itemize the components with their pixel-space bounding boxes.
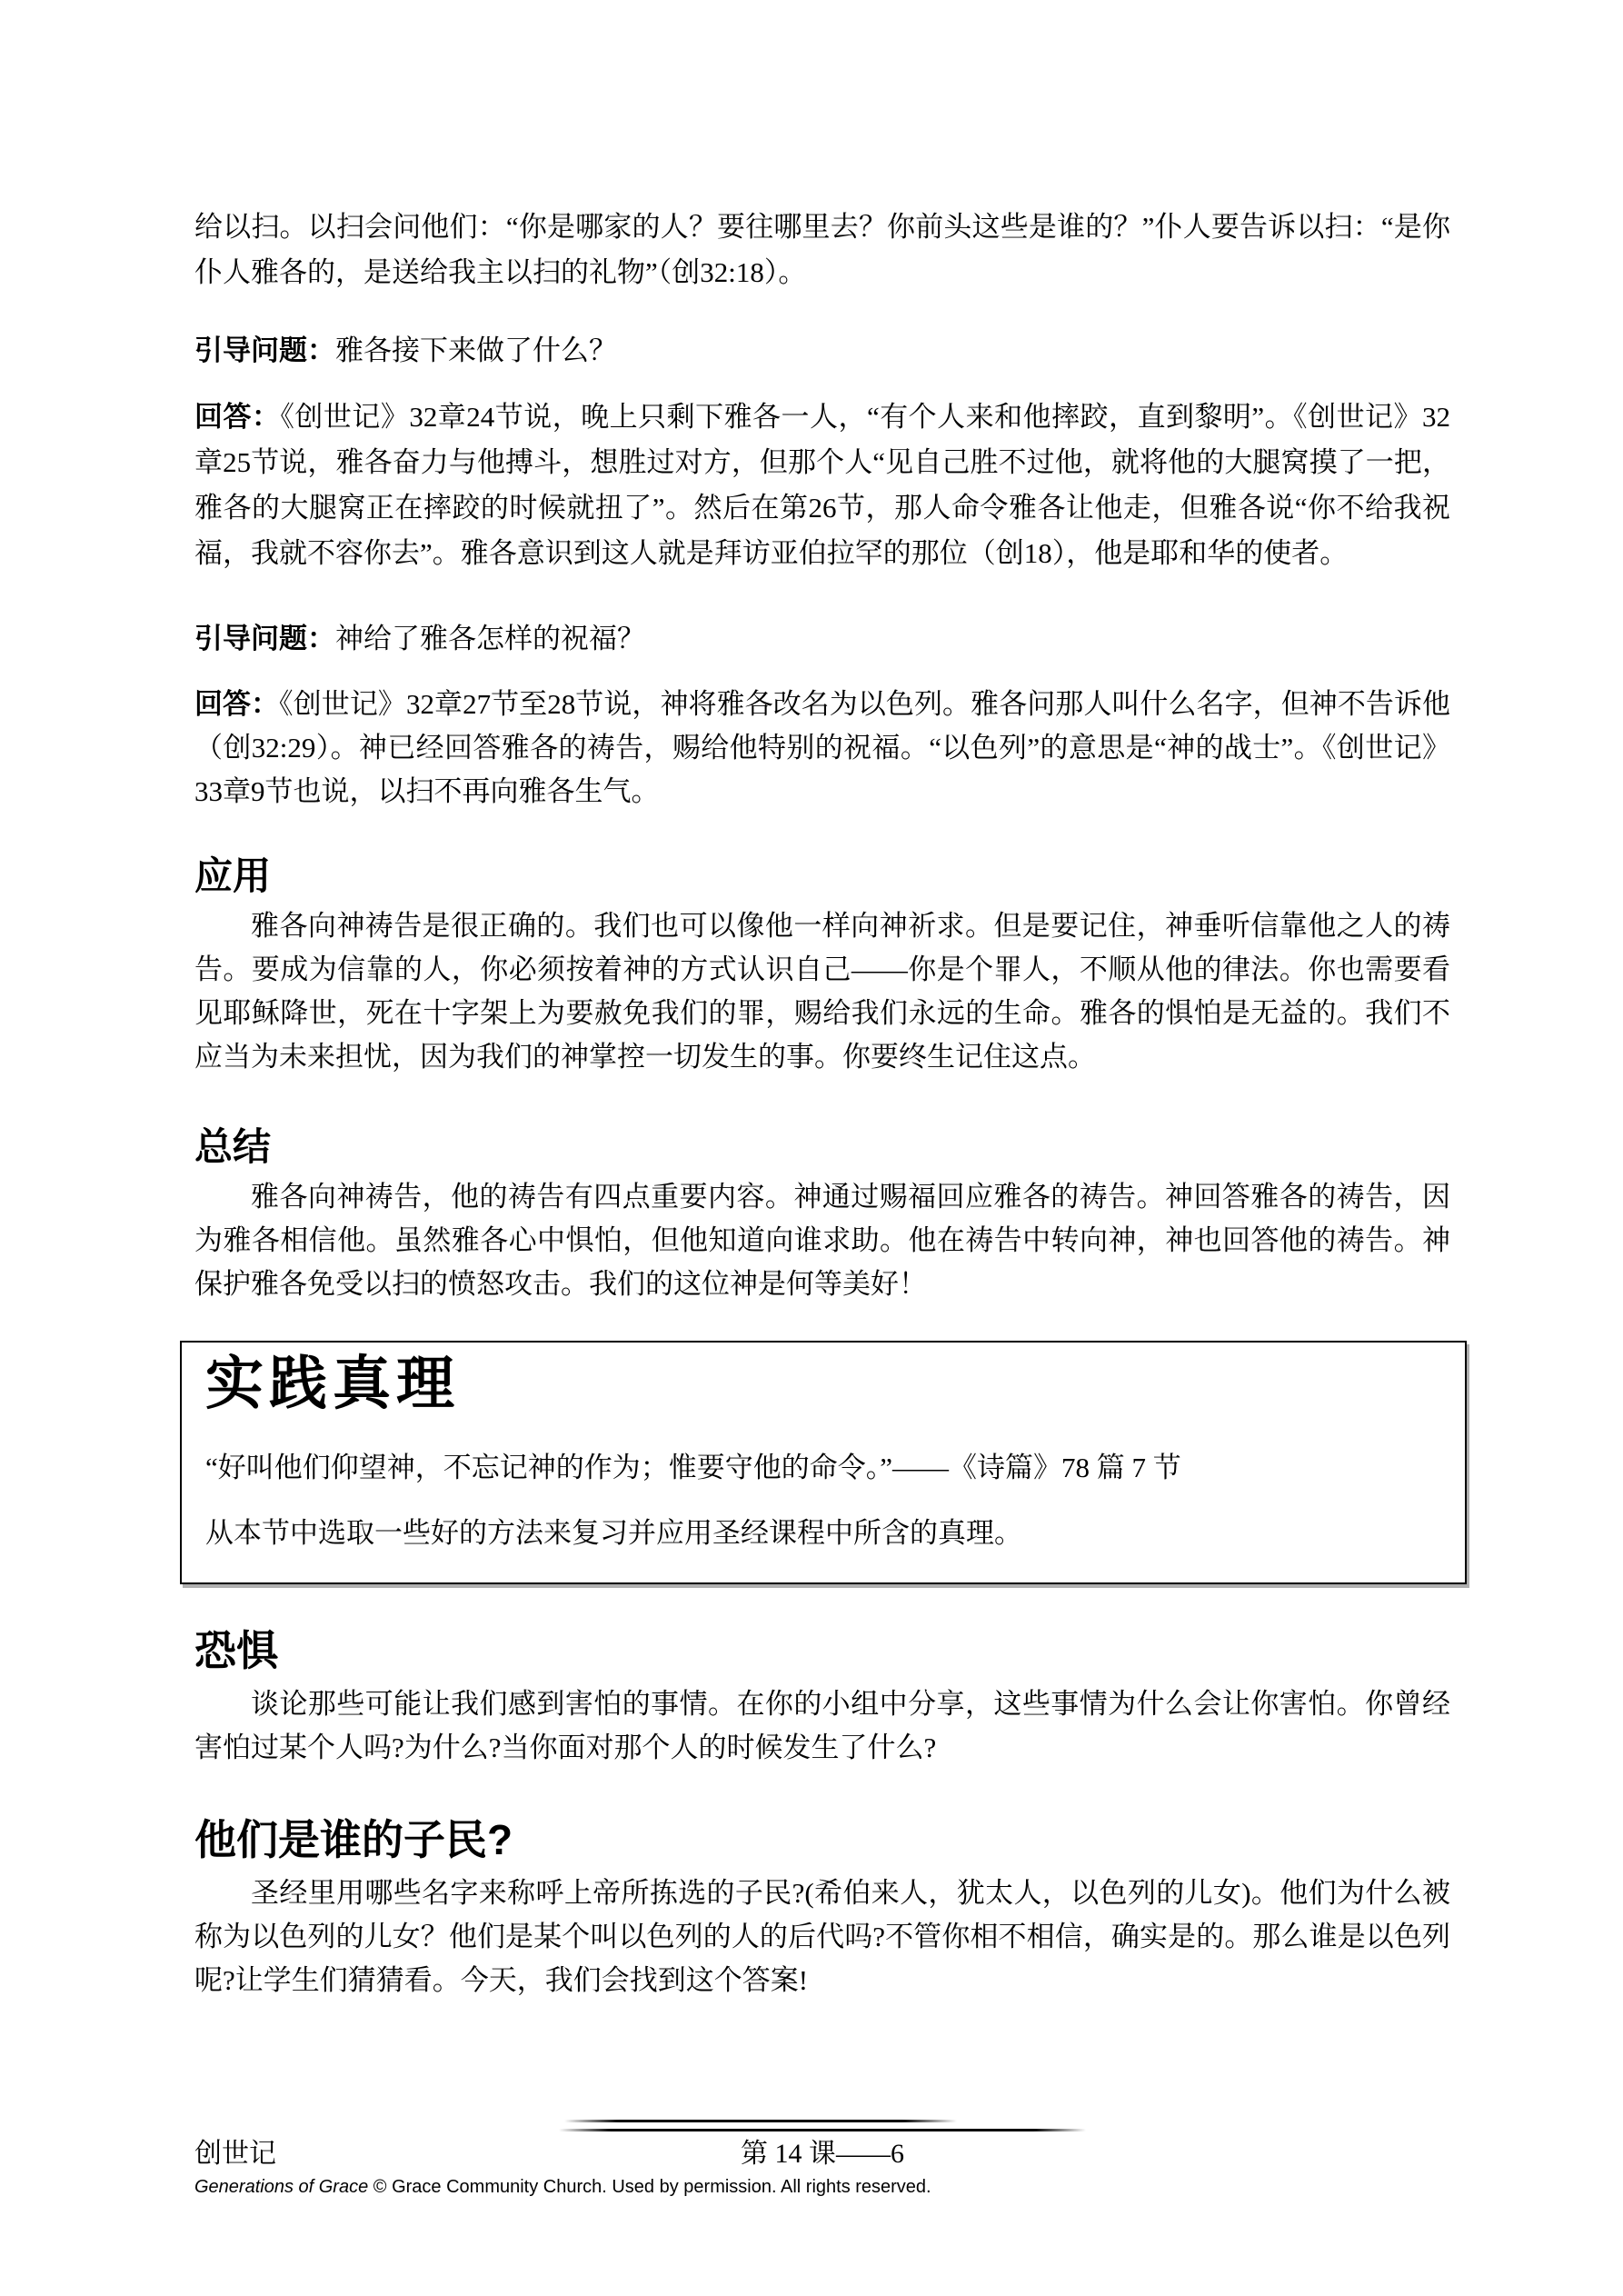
footer-row [194,2137,1450,2171]
practice-box-verse: “好叫他们仰望神，不忘记神的作为；惟要守他的命令。”——《诗篇》78 篇 7 节 [205,1452,1181,1483]
answer-2-text: 《创世记》32章27节至28节说，神将雅各改名为以色列。雅各问那人叫什么名字，但神不告诉他（创32:29）。神已经回答雅各的祷告，赐给他特别的祝福。“以色列”的意思是“神的战士”。《创世记》33章9节也说，以扫不再向雅各生气。 [194,688,1450,807]
answer-1-text: 《创世记》32章24节说，晚上只剩下雅各一人，“有个人来和他摔跤，直到黎明”。《创世记》32章25节说，雅各奋力与他搏斗，想胜过对方，但那个人“见自己胜不过他，就将他的大腿窝摸了一把，雅各的大腿窝正在摔跤的时候就扭了”。然后在第26节，那人命令雅各让他走，但雅各说“你不给我祝福，我就不容你去”。雅各意识到这人就是拜访亚伯拉罕的那位（创18），他是耶和华的使者。 [194,401,1451,569]
guide-question-1-label: 引导问题： [194,334,335,366]
section-title-summary: 总结 [194,1125,272,1168]
answer-2 [194,683,1450,814]
footer-page-number: 第 14 课——6 [741,2139,904,2169]
continuation-paragraph [194,205,1450,295]
practice-box-title: 实践真理 [205,1352,460,1416]
footer-book-title: 创世记 [194,2139,276,2169]
answer-1-label: 回答： [194,401,281,433]
application-paragraph: 雅各向神祷告是很正确的。我们也可以像他一样向神祈求。但是要记住，神垂听信靠他之人的祷告。要成为信靠的人，你必须按着神的方式认识自己——你是个罪人，不顺从他的律法。你也需要看见耶稣降世，死在十字架上为要赦免我们的罪，赐给我们永远的生命。雅各的惧怕是无益的。我们不应当为未来担忧，因为我们的神掌控一切发生的事。你要终生记住这点。 [194,910,1450,1073]
divider-line-top [564,2120,957,2122]
section-title-application: 应用 [194,854,272,897]
guide-question-2-text: 神给了雅各怎样的祝福？ [335,623,645,654]
section-title-whose-people: 他们是谁的子民? [194,1816,513,1863]
answer-1 [194,394,1450,576]
copyright-line [194,2176,1450,2198]
page-footer [194,2120,1450,2198]
footer-divider-ornament [559,2120,1086,2131]
guide-question-2-label: 引导问题： [194,623,335,654]
continuation-text: 给以扫。以扫会问他们：“你是哪家的人？要往哪里去？你前头这些是谁的？”仆人要告诉以扫：“是你仆人雅各的，是送给我主以扫的礼物”（创32:18）。 [194,211,1450,288]
answer-2-label: 回答： [194,688,280,720]
practice-truth-box [180,1341,1467,1584]
practice-box-instruction: 从本节中选取一些好的方法来复习并应用圣经课程中所含的真理。 [205,1517,1022,1549]
guide-question-1 [194,330,1450,372]
guide-question-1-text: 雅各接下来做了什么？ [335,334,617,366]
whose-people-paragraph: 圣经里用哪些名字来称呼上帝所拣选的子民?(希伯来人，犹太人，以色列的儿女)。他们为什么被称为以色列的儿女？他们是某个叫以色列的人的后代吗?不管你相不相信，确实是的。那么谁是以色列呢?让学生们猜猜看。今天，我们会找到这个答案! [194,1877,1450,1996]
guide-question-2 [194,618,1450,660]
copyright-series-name: Generations of Grace [194,2177,369,2197]
divider-line-bottom [559,2129,1086,2131]
copyright-rest: © Grace Community Church. Used by permission. All rights reserved. [368,2177,931,2197]
summary-paragraph: 雅各向神祷告，他的祷告有四点重要内容。神通过赐福回应雅各的祷告。神回答雅各的祷告，因为雅各相信他。虽然雅各心中惧怕，但他知道向谁求助。他在祷告中转向神，神也回答他的祷告。神保护雅各免受以扫的愤怒攻击。我们的这位神是何等美好！ [194,1181,1450,1300]
fear-paragraph: 谈论那些可能让我们感到害怕的事情。在你的小组中分享，这些事情为什么会让你害怕。你曾经害怕过某个人吗?为什么?当你面对那个人的时候发生了什么? [194,1688,1450,1763]
section-title-fear: 恐惧 [194,1627,278,1674]
